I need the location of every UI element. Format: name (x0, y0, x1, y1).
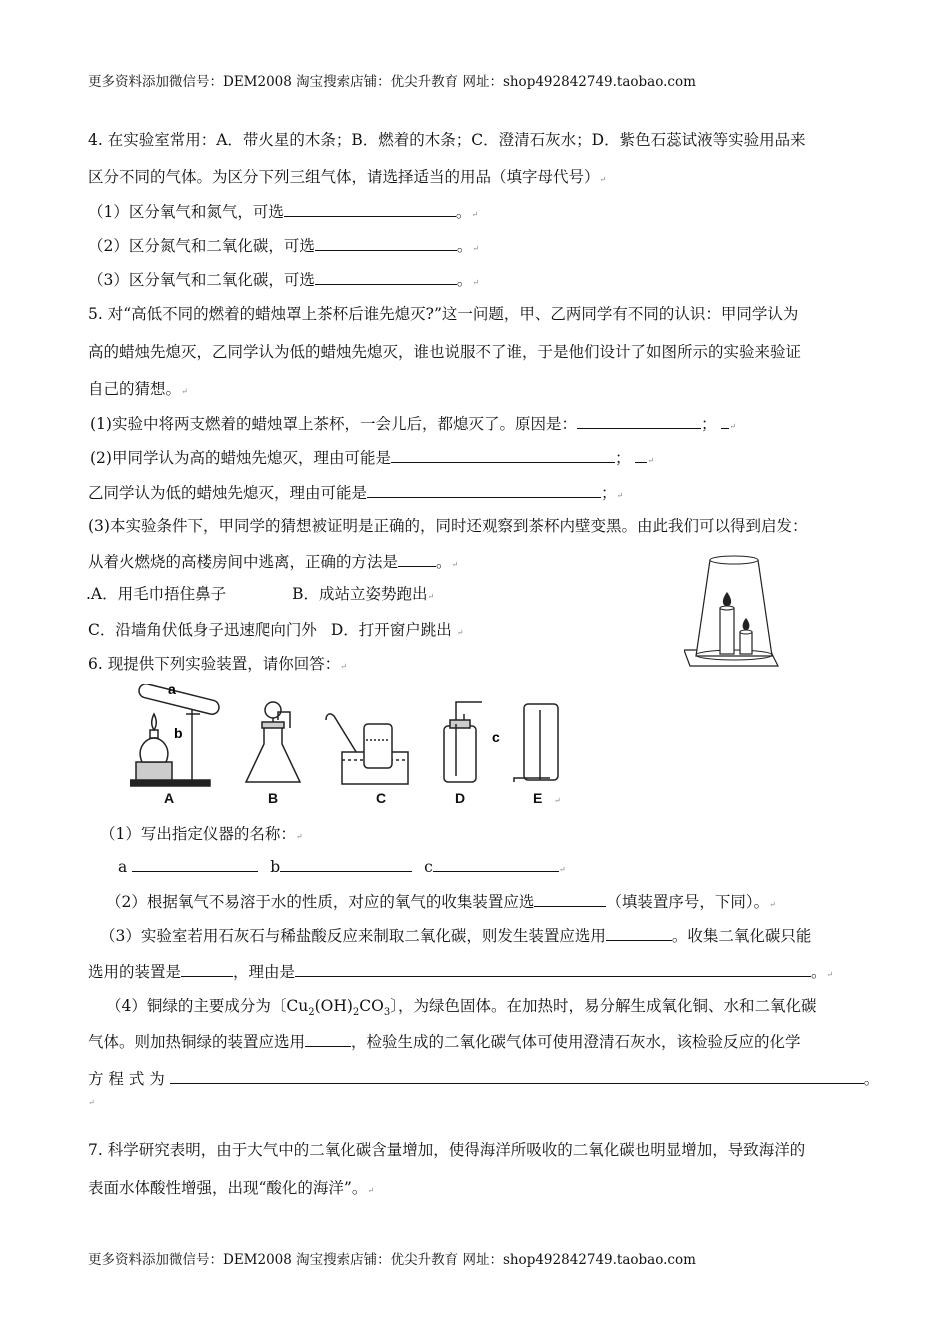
answer-blank[interactable] (295, 961, 811, 977)
answer-blank[interactable] (577, 413, 701, 429)
page-footer: 更多资料添加微信号：DEM2008 淘宝搜索店铺：优尖升教育 网址：shop492842749.taobao.com (88, 1252, 696, 1268)
apparatus-label-a: A (164, 790, 175, 806)
q5-sub2b: 乙同学认为低的蜡烛先熄灭，理由可能是 ；↵ (88, 484, 624, 502)
candle-cup-figure (684, 554, 784, 676)
q6-sub4b: 气体。则加热铜绿的装置应选用 ，检验生成的二氧化碳气体可使用澄清石灰水，该检验反应的化学 (88, 1033, 801, 1051)
answer-blank-b[interactable] (280, 856, 412, 872)
option-d: D．打开窗户跳出 (330, 621, 452, 639)
page-header: 更多资料添加微信号：DEM2008 淘宝搜索店铺：优尖升教育 网址：shop492842749.taobao.com (88, 74, 696, 90)
answer-blank[interactable] (606, 925, 672, 941)
q6-sub4c: 方 程 式 为 。 (88, 1070, 880, 1088)
q6-sub3a: （3）实验室若用石灰石与稀盐酸反应来制取二氧化碳，则发生装置应选用 。收集二氧化碳只能 (100, 927, 812, 945)
answer-blank[interactable] (305, 1031, 351, 1047)
q5-sub3a: (3)本实验条件下，甲同学的猜想被证明是正确的，同时还观察到茶杯内壁变黑。由此我们可以得到启发： (88, 517, 808, 535)
answer-blank[interactable] (367, 482, 601, 498)
answer-blank[interactable] (635, 447, 647, 463)
option-c: C．沿墙角伏低身子迅速爬向门外 (88, 621, 317, 639)
answer-blank[interactable] (181, 961, 233, 977)
apparatus-label-c: C (376, 790, 387, 806)
apparatus-label-b: B (268, 790, 279, 806)
apparatus-e (514, 704, 558, 782)
answer-blank[interactable] (391, 447, 615, 463)
q5-line1: 5. 对“高低不同的燃着的蜡烛罩上茶杯后谁先熄灭?”这一问题，甲、乙两同学有不同的认识：甲同学认为 (88, 305, 799, 323)
q5-sub2: (2)甲同学认为高的蜡烛先熄灭，理由可能是 ； ↵ (90, 449, 655, 467)
apparatus-a-part-b: b (174, 725, 183, 741)
q7-line1: 7. 科学研究表明，由于大气中的二氧化碳含量增加，使得海洋所吸收的二氧化碳也明显增加，导致海洋的 (88, 1141, 806, 1159)
q4-part3: （3）区分氧气和二氧化碳，可选 。↵ (88, 271, 480, 289)
apparatus-a-part-a: a (168, 684, 176, 697)
apparatus-c (326, 714, 408, 784)
q4-part2: （2）区分氮气和二氧化碳，可选 。↵ (88, 237, 480, 255)
q6-title: 6. 现提供下列实验装置，请你回答：↵ (88, 655, 347, 673)
answer-blank-c[interactable] (433, 856, 559, 872)
apparatus-label-e: E (533, 790, 543, 806)
option-a: .A．用毛巾捂住鼻子 (86, 585, 227, 603)
apparatus-b (246, 702, 300, 782)
q5-sub3b: 从着火燃烧的高楼房间中逃离，正确的方法是 。↵ (88, 553, 459, 571)
answer-blank[interactable] (170, 1068, 864, 1084)
lab-apparatus-figure (130, 684, 570, 814)
q5-line3: 自己的猜想。↵ (88, 380, 188, 398)
option-b: B．成站立姿势跑出 (292, 585, 428, 603)
q5-options-row1: .A．用毛巾捂住鼻子 B．成站立姿势跑出↵ (86, 585, 435, 603)
answer-blank[interactable] (534, 891, 606, 907)
q7-line2: 表面水体酸性增强，出现“酸化的海洋”。↵ (88, 1179, 375, 1197)
q5-sub1: (1)实验中将两支燃着的蜡烛罩上茶杯，一会儿后，都熄灭了。原因是： ； ↵ (90, 415, 737, 433)
apparatus-d-part-c: c (492, 729, 500, 745)
q5-line2: 高的蜡烛先熄灭，乙同学认为低的蜡烛先熄灭，谁也说服不了谁，于是他们设计了如图所示的实验来验证 (88, 343, 802, 361)
apparatus-d (444, 702, 482, 782)
q6-sub2: （2）根据氧气不易溶于水的性质，对应的氧气的收集装置应选 （填装置序号，下同）。↵ (106, 893, 776, 911)
q6-sub3b: 选用的装置是 ，理由是 。↵ (88, 963, 834, 981)
q4-line2: 区分不同的气体。为区分下列三组气体，请选择适当的用品（填字母代号）↵ (88, 168, 607, 186)
q6-sub1-blanks: a b c ↵ (118, 858, 566, 876)
answer-blank[interactable] (315, 269, 457, 285)
q4-part1: （1）区分氧气和氮气，可选 。↵ (88, 203, 479, 221)
answer-blank[interactable] (398, 551, 436, 567)
answer-blank-a[interactable] (132, 856, 258, 872)
apparatus-label-d: D (455, 790, 466, 806)
answer-blank[interactable] (284, 201, 456, 217)
q5-options-row2: C．沿墙角伏低身子迅速爬向门外 D．打开窗户跳出 ↵ (88, 621, 464, 639)
answer-blank[interactable] (315, 235, 457, 251)
q6-sub4a: （4）铜绿的主要成分为〔$Cu_2(OH)_2CO_3$〕，为绿色固体。在加热时，易分解生成氧化铜、水和二氧化碳 (106, 997, 817, 1019)
q6-sub1: （1）写出指定仪器的名称：↵ (100, 825, 303, 843)
q4-line1: 4. 在实验室常用：A．带火星的木条；B．燃着的木条；C．澄清石灰水；D．紫色石蕊试液等实验用品来 (88, 131, 806, 149)
